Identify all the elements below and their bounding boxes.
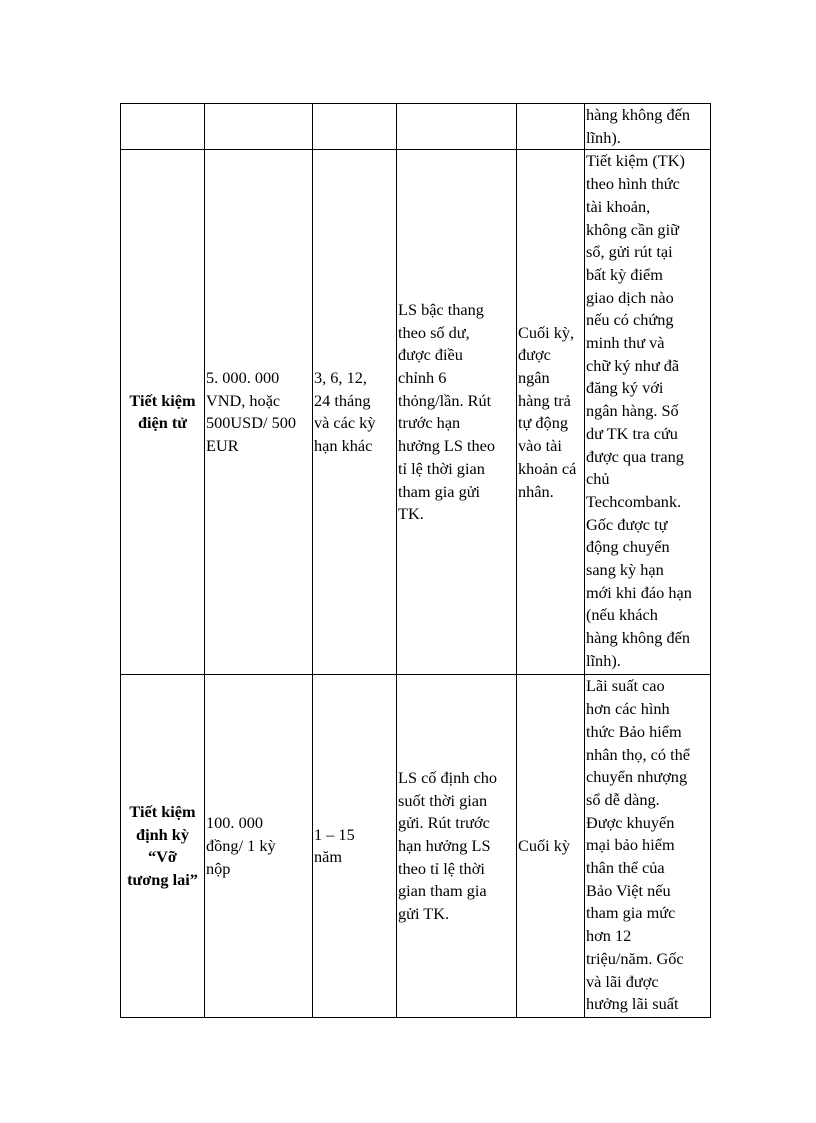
cell-text-line: không cần giữ	[586, 219, 679, 239]
cell-text-line: nhân thọ, có thể	[586, 744, 690, 764]
notes-cell	[585, 150, 711, 675]
cell-text-line: thức Bảo hiểm	[586, 721, 682, 741]
cell-text-line: động chuyển	[586, 537, 670, 557]
cell-text-line: hưởng LS theo	[398, 436, 496, 456]
cell-text-line: lĩnh).	[586, 127, 621, 147]
cell-text-line: bất kỳ điểm	[586, 264, 663, 284]
cell-text-line: thân thể của	[586, 858, 665, 878]
cell-text-line: LS bậc thang	[398, 299, 484, 319]
interest-rate-cell	[397, 150, 517, 675]
cell-text-line: 24 tháng	[314, 390, 371, 410]
minimum-deposit-cell	[205, 104, 313, 150]
cell-text-line: Cuối kỳ,	[518, 322, 575, 342]
interest-payment-cell	[517, 675, 585, 1018]
cell-text-line: và lãi được	[586, 971, 659, 991]
product-name-cell	[121, 150, 205, 675]
cell-text-line: theo hình thức	[586, 174, 680, 194]
cell-text-line: (nếu khách	[586, 605, 658, 625]
cell-text-line: đăng ký với	[586, 378, 664, 398]
cell-text-line: 1 – 15	[314, 824, 355, 844]
cell-text-line: Cuối kỳ	[518, 836, 571, 856]
cell-text-line: Tiết kiệm	[129, 802, 196, 821]
cell-text-line: sang kỳ hạn	[586, 560, 664, 580]
cell-text-line: và các kỳ	[314, 413, 376, 433]
cell-text-line: 500USD/ 500	[206, 413, 297, 433]
cell-text-line: Được khuyến	[586, 812, 675, 832]
cell-text-line: nhân.	[518, 481, 554, 501]
cell-text-line: được qua trang	[586, 446, 684, 466]
cell-text-line: chuyển nhượng	[586, 767, 688, 787]
cell-text-line: LS cố định cho	[398, 767, 498, 787]
cell-text-line: minh thư và	[586, 333, 665, 353]
cell-text-line: “Vỡ	[148, 847, 177, 867]
cell-text-line: Lãi suất cao	[586, 676, 665, 696]
minimum-deposit-cell	[205, 150, 313, 675]
table-row	[121, 150, 711, 675]
cell-text-line: nộp	[206, 858, 231, 878]
cell-text-line: sổ, gửi rút tại	[586, 242, 673, 262]
cell-text-line: 100. 000	[206, 813, 263, 833]
cell-text-line: lĩnh).	[586, 650, 621, 670]
cell-text-line: Techcombank.	[586, 491, 682, 511]
cell-text-line: theo tỉ lệ thời	[398, 858, 485, 878]
cell-text-line: 3, 6, 12,	[314, 368, 367, 387]
cell-text-line: đồng/ 1 kỳ	[206, 836, 276, 856]
cell-text-line: thỏng/lần. Rút	[398, 390, 492, 410]
cell-text-line: mới khi đáo hạn	[586, 582, 692, 602]
minimum-deposit-cell	[205, 675, 313, 1018]
table-row	[121, 675, 711, 1018]
cell-text-line: vào tài	[518, 436, 562, 456]
cell-text-line: tham gia gửi	[398, 481, 481, 501]
cell-text-line: tự động	[518, 413, 568, 433]
term-cell	[313, 104, 397, 150]
cell-text-line: hạn khác	[314, 436, 373, 456]
product-name-cell	[121, 675, 205, 1018]
interest-rate-cell	[397, 675, 517, 1018]
cell-text-line: trước hạn	[398, 413, 461, 433]
cell-text-line: được	[518, 345, 551, 365]
cell-text-line: hơn 12	[586, 926, 632, 946]
cell-text-line: gửi. Rút trước	[398, 813, 490, 833]
cell-text-line: tham gia mức	[586, 903, 676, 923]
cell-text-line: VND, hoặc	[206, 390, 281, 410]
cell-text-line: ngân hàng. Số	[586, 401, 679, 421]
cell-text-line: EUR	[206, 436, 239, 456]
cell-text-line: suốt thời gian	[398, 790, 488, 810]
cell-text-line: ngân	[518, 368, 550, 387]
cell-text-line: tương lai”	[127, 870, 198, 890]
term-cell	[313, 150, 397, 675]
cell-text-line: hàng không đến	[586, 628, 690, 648]
cell-text-line: tỉ lệ thời gian	[398, 458, 485, 478]
cell-text-line: mại bảo hiểm	[586, 835, 675, 855]
cell-text-line: dư TK tra cứu	[586, 423, 678, 443]
interest-payment-cell	[517, 150, 585, 675]
cell-text-line: Gốc được tự	[586, 514, 668, 534]
cell-text-line: TK.	[398, 504, 424, 524]
cell-text-line: gian tham gia	[398, 881, 487, 901]
cell-text-line: khoản cá	[518, 458, 577, 478]
notes-cell	[585, 104, 711, 150]
cell-text-line: Bảo Việt nếu	[586, 880, 671, 900]
cell-text-line: hạn hưởng LS	[398, 836, 491, 856]
cell-text-line: Tiết kiệm	[129, 390, 196, 410]
notes-cell	[585, 675, 711, 1018]
term-cell	[313, 675, 397, 1018]
cell-text-line: được điều	[398, 345, 463, 365]
cell-text-line: gửi TK.	[398, 904, 450, 924]
cell-text-line: giao dịch nào	[586, 287, 674, 307]
cell-text-line: định kỳ	[136, 824, 189, 844]
savings-products-table	[120, 103, 711, 1018]
cell-text-line: điện tử	[137, 413, 188, 433]
product-name-cell	[121, 104, 205, 150]
cell-text-line: hơn các hình	[586, 699, 670, 719]
cell-text-line: chỉnh 6	[398, 368, 447, 387]
interest-payment-cell	[517, 104, 585, 150]
cell-text-line: chủ	[586, 469, 610, 489]
cell-text-line: chữ ký như đã	[586, 355, 680, 375]
table-row	[121, 104, 711, 150]
cell-text-line: triệu/năm. Gốc	[586, 948, 684, 968]
interest-rate-cell	[397, 104, 517, 150]
cell-text-line: theo số dư,	[398, 322, 470, 342]
cell-text-line: 5. 000. 000	[206, 368, 280, 387]
cell-text-line: Tiết kiệm (TK)	[586, 151, 685, 171]
cell-text-line: hàng không đến	[586, 105, 690, 124]
cell-text-line: tài khoản,	[586, 196, 651, 216]
cell-text-line: năm	[314, 847, 343, 867]
cell-text-line: sổ dễ dàng.	[586, 789, 660, 809]
cell-text-line: nếu có chứng	[586, 310, 674, 330]
cell-text-line: hưởng lãi suất	[586, 994, 679, 1014]
cell-text-line: hàng trả	[518, 390, 571, 410]
